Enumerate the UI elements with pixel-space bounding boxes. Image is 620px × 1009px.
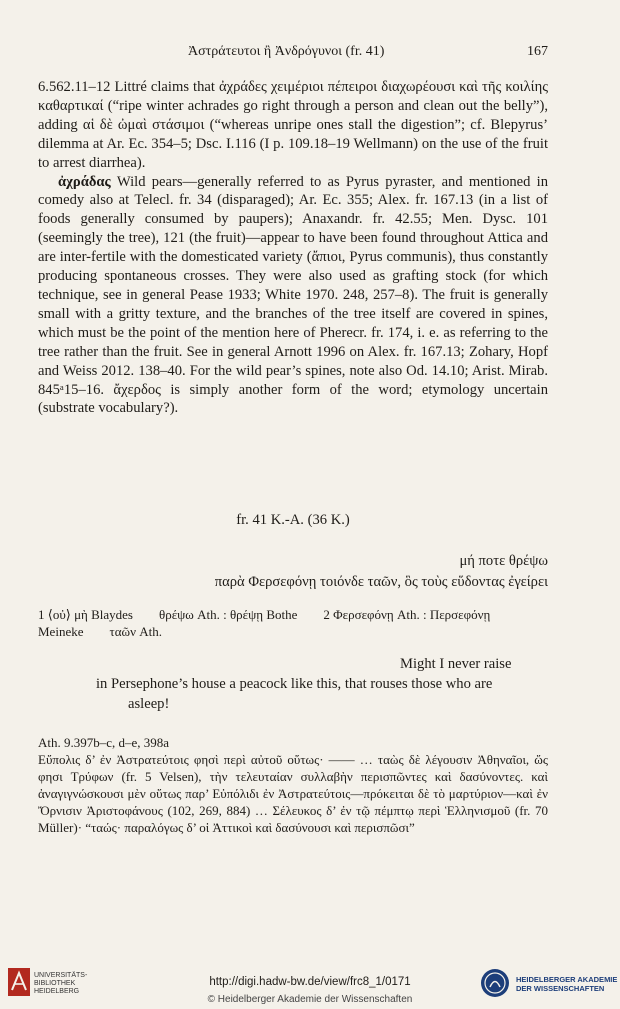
source-url-link[interactable]: http://digi.hadw-bw.de/view/frc8_1/0171: [209, 976, 411, 988]
lemma-note: Wild pears—generally referred to as Pyrus pyraster, and mentioned in comedy also at Telecl. fr. 34 (disparaged); Ar. Ec. 355; Alex. fr. 167.13 (in a list of foods generally consumed by paupers); Anaxandr. fr. 42.55; Men. Dysc. 101 (seemingly the tree), 121 (the fruit)—appear to have been found throughout Attica and are inter-fertile with the domesticated variety (ἄπιοι, Pyrus communis), thus constantly producing spontaneous crosses. They were also used as grafting stock (for which technique, see in general Pease 1933; White 1970. 248, 257–8). The fruit is generally small with a gritty texture, and the branches of the tree itself are covered in spines, which must be the point of the mention here of Pherecr. fr. 174, i. e. as referring to the tree rather than the fruit. See in general Arnott 1996 on Alex. fr. 167.13; Zohary, Hopf and Weiss 2012. 138–40. For the wild pear’s spines, note also Od. 14.10; Arist. Mirab. 845ᵃ15–16. ἄχερδος is simply another form of the word; etymology uncertain (substrate vocabulary?).: [38, 173, 548, 417]
translation-line-2: in Persephone’s house a peacock like this, that rouses those who are: [96, 676, 493, 692]
testimony-text: Εὔπολις δ’ ἐν Ἀστρατεύτοις φησὶ περὶ αὐτοῦ οὕτως· —— … ταὼς δὲ λέγουσιν Ἀθηναῖοι, ὥς φησι Τρύφων (fr. 5 Velsen), τὴν τελευταίαν συλλαβὴν περισπῶντες καὶ δασύνοντες. καὶ ἀναγιγνώσκουσι μὲν οὕτως παρ’ Εὐπόλιδι ἐν Ἀστρατεύτοις—πρόκειται δὲ τὸ μαρτύριον—καὶ ἐν Ὄρνισιν Ἀριστοφάνους (102, 269, 884) … Σέλευκος δ’ ἐν τῷ πέμπτῳ περὶ Ἑλληνισμοῦ (fr. 70 Müller)· “ταώς· παραλόγως δ’ οἱ Ἀττικοὶ καὶ δασύνουσι καὶ περισπῶσι”: [38, 752, 548, 835]
running-head-title: Ἀστράτευτοι ἢ Ἀνδρόγυνοι (fr. 41): [188, 44, 385, 59]
commentary-text: [38, 78, 548, 418]
fragment-heading: fr. 41 K.-A. (36 K.): [236, 512, 350, 528]
academy-seal-icon: [480, 968, 510, 998]
testimonium: [38, 734, 548, 836]
copyright-notice: © Heidelberger Akademie der Wissenschaften: [207, 994, 413, 1005]
apparatus-line-2: Meineke ταῶν Ath.: [38, 624, 162, 639]
page-number: 167: [527, 44, 548, 59]
library-name: UNIVERSITÄTS- BIBLIOTHEK HEIDELBERG: [34, 972, 88, 995]
apparatus-criticus: [38, 606, 548, 640]
apparatus-line-1: 1 ⟨οὐ⟩ μὴ Blaydes θρέψω Ath. : θρέψῃ Bothe 2 Φερσεφόνῃ Ath. : Περσεφόνῃ: [38, 607, 491, 622]
commentary-paragraph-1: 6.562.11–12 Littré claims that ἀχράδες χειμέριοι πέπειροι διαχωρέουσι καὶ τῆς κοιλίης καθαρτικαί (“ripe winter achrades go right through a person and clean out the belly”), adding αἱ δὲ ὠμαὶ στάσιμοι (“whereas unripe ones stall the digestion”; cf. Blepyrus’ dilemma at Ar. Ec. 354–5; Dsc. I.116 (I p. 109.18–19 Wellmann) on the use of the fruit to arrest diarrhea).: [38, 79, 548, 171]
translation-line-1: Might I never raise: [400, 656, 512, 672]
academy-name: HEIDELBERGER AKADEMIE DER WISSENSCHAFTEN: [516, 975, 618, 993]
translation-line-3: asleep!: [128, 696, 170, 712]
lemma: ἀχράδας: [58, 173, 111, 190]
page-footer: [0, 960, 620, 1009]
greek-verse-1: μή ποτε θρέψω: [459, 553, 548, 569]
commentary-paragraph-2: [38, 173, 548, 419]
testimony-source: Ath. 9.397b–c, d–e, 398a: [38, 735, 170, 750]
greek-verse-2: παρὰ Φερσεφόνῃ τοιόνδε ταῶν, ὃς τοὺς εὕδοντας ἐγείρει: [214, 574, 548, 590]
